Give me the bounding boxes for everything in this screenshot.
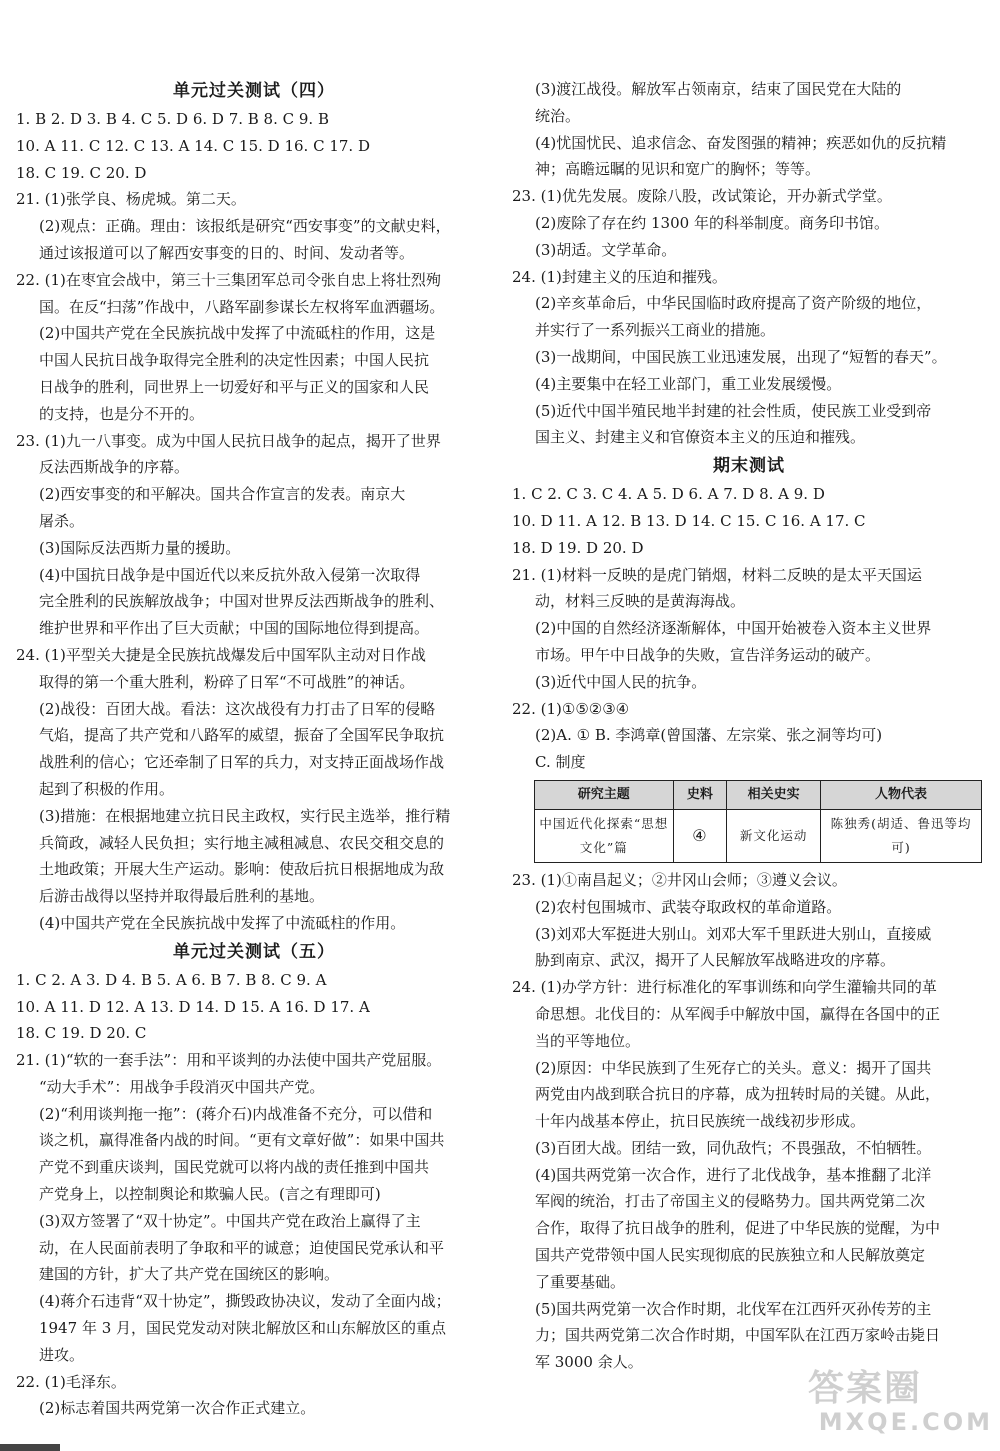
answer-line: 中国人民抗日战争取得完全胜利的决定性因素；中国人民抗: [39, 351, 430, 370]
answer-line: 力；国共两党第二次合作时期，中国军队在江西万家岭击毙日: [535, 1326, 941, 1345]
answer-line: (3)近代中国人民的抗争。: [535, 672, 707, 691]
answer-line: 并实行了一系列振兴工商业的措施。: [535, 321, 776, 340]
research-table: [534, 780, 982, 863]
table-header-source: 史料: [673, 780, 727, 809]
answer-line: 24. (1)平型关大捷是全民族抗战爆发后中国军队主动对日作战: [16, 645, 426, 664]
answer-line: 24. (1)封建主义的压迫和摧残。: [512, 267, 727, 286]
answer-line: 命思想。北伐目的：从军阀手中解放中国，赢得在各国中的正: [535, 1004, 941, 1023]
answer-line: 1947 年 3 月，国民党发动对陕北解放区和山东解放区的重点: [39, 1319, 447, 1338]
answer-line: 土地政策；开展大生产运动。影响：使敌后抗日根据地成为敌: [39, 860, 445, 879]
answer-line: 1. B 2. D 3. B 4. C 5. D 6. D 7. B 8. C 9. B: [16, 110, 329, 128]
answer-line: 22. (1)①⑤②③④: [512, 699, 630, 718]
answer-line: (2)战役：百团大战。看法：这次战役有力打击了日军的侵略: [39, 699, 436, 718]
answer-line: 建国的方针，扩大了共产党在国统区的影响。: [39, 1265, 340, 1284]
answer-line: 21. (1)张学良、杨虎城。第二天。: [16, 190, 246, 209]
answer-line: 21. (1)材料一反映的是虎门销烟，材料二反映的是太平天国运: [512, 565, 922, 584]
answer-line: (3)国际反法西斯力量的援助。: [39, 538, 241, 557]
answer-line: 反法西斯战争的序幕。: [39, 458, 190, 477]
answer-line: (5)近代中国半殖民地半封建的社会性质，使民族工业受到帝: [535, 401, 932, 420]
answer-line: 18. D 19. D 20. D: [512, 538, 644, 557]
answer-line: 胁到南京、武汉，揭开了人民解放军战略进攻的序幕。: [535, 951, 896, 970]
answer-line: 兵简政，减轻人民负担；实行地主减租减息、农民交租交息的: [39, 833, 445, 852]
answer-line: 市场。甲午中日战争的失败，宣告洋务运动的破产。: [535, 645, 881, 664]
answer-line: 起到了积极的作用。: [39, 779, 175, 798]
right-column: [512, 76, 986, 1376]
answer-line: 24. (1)办学方针：进行标准化的军事训练和向学生灌输共同的革: [512, 978, 937, 997]
answer-line: 神；高瞻远瞩的见识和宽广的胸怀；等等。: [535, 160, 821, 179]
answer-line: (2)西安事变的和平解决。国共合作宣言的发表。南京大: [39, 485, 406, 504]
answer-line: (3)胡适。文学革命。: [535, 240, 677, 259]
watermark-logo: [808, 1370, 993, 1442]
research-table-wrapper: [534, 780, 986, 863]
answer-line: 国。在反“扫荡”作战中，八路军副参谋长左权将军血洒疆场。: [39, 297, 445, 316]
answer-line: 谈之机，赢得准备内战的时间。“更有文章好做”：如果中国共: [39, 1131, 445, 1150]
table-cell-person: 陈独秀(胡适、鲁迅等均可): [821, 809, 982, 862]
answer-line: (4)中国抗日战争是中国近代以来反抗外敌入侵第一次取得: [39, 565, 421, 584]
answer-line: 10. A 11. D 12. A 13. D 14. D 15. A 16. D 17. A: [16, 997, 370, 1016]
answer-line: (2)“利用谈判拖一拖”：(蒋介石)内战准备不充分，可以借和: [39, 1104, 433, 1123]
answer-line: 日战争的胜利，同世界上一切爱好和平与正义的国家和人民: [39, 377, 430, 396]
answer-line: (4)中国共产党在全民族抗战中发挥了中流砥柱的作用。: [39, 913, 406, 932]
answer-line: (2)废除了存在约 1300 年的科举制度。商务印书馆。: [535, 213, 889, 232]
answer-line: 1. C 2. C 3. C 4. A 5. D 6. A 7. D 8. A 9. D: [512, 485, 825, 504]
answer-line: (4)忧国忧民、追求信念、奋发图强的精神；疾恶如仇的反抗精: [535, 133, 947, 152]
answer-line: 国共产党带领中国人民实现彻底的民族独立和人民解放奠定: [535, 1246, 926, 1265]
answer-line: C. 制度: [535, 753, 586, 772]
answer-line: (4)主要集中在轻工业部门，重工业发展缓慢。: [535, 374, 842, 393]
table-cell-fact: 新文化运动: [727, 809, 821, 862]
answer-line: (4)蒋介石违背“双十协定”，撕毁政协决议，发动了全面内战；: [39, 1292, 451, 1311]
table-header-fact: 相关史实: [727, 780, 821, 809]
answer-line: 取得的第一个重大胜利，粉碎了日军“不可战胜”的神话。: [39, 672, 415, 691]
answer-line: 完全胜利的民族解放战争；中国对世界反法西斯战争的胜利、: [39, 592, 445, 611]
answer-line: 的支持，也是分不开的。: [39, 404, 205, 423]
section-title-final: 期末测试: [713, 456, 785, 477]
answer-line: (5)国共两党第一次合作时期，北伐军在江西歼灭孙传芳的主: [535, 1299, 932, 1318]
answer-line: 23. (1)①南昌起义；②井冈山会师；③遵义会议。: [512, 870, 847, 889]
unit5-answers: [16, 967, 492, 1423]
watermark-bottom-text: MXQE.COM: [818, 1408, 993, 1436]
table-header-topic: 研究主题: [535, 780, 674, 809]
answer-line: 1. C 2. A 3. D 4. B 5. A 6. B 7. B 8. C 9. A: [16, 970, 327, 989]
answer-line: 18. C 19. D 20. C: [16, 1024, 147, 1043]
answer-line: 进攻。: [39, 1345, 85, 1364]
answer-line: 通过该报道可以了解西安事变的日的、时间、发动者等。: [39, 243, 415, 262]
page-edge-mark: [0, 1444, 60, 1451]
table-cell-source: ④: [673, 809, 727, 862]
table-row: [535, 809, 982, 862]
left-column: [16, 76, 492, 1422]
answer-line: (4)国共两党第一次合作，进行了北伐战争，基本推翻了北洋: [535, 1165, 932, 1184]
final-answers-continued: [512, 867, 986, 1376]
answer-line: (3)刘邓大军挺进大别山。刘邓大军千里跃进大别山，直接威: [535, 924, 932, 943]
watermark-top-text: 答案圈: [808, 1368, 923, 1409]
unit4-answers: [16, 106, 492, 937]
answer-line: 10. A 11. C 12. C 13. A 14. C 15. D 16. C 17. D: [16, 136, 370, 155]
answer-line: (3)渡江战役。解放军占领南京，结束了国民党在大陆的: [535, 80, 902, 98]
answer-line: 动，在人民面前表明了争取和平的诚意；迫使国民党承认和平: [39, 1238, 445, 1257]
answer-line: 10. D 11. A 12. B 13. D 14. C 15. C 16. A 17. C: [512, 511, 866, 530]
continued-answers: [512, 76, 986, 451]
answer-line: (3)措施：在根据地建立抗日民主政权，实行民主选举，推行精: [39, 806, 451, 825]
answer-line: 22. (1)在枣宜会战中，第三十三集团军总司令张自忠上将壮烈殉: [16, 270, 441, 289]
answer-line: (2)原因：中华民族到了生死存亡的关头。意义：揭开了国共: [535, 1058, 932, 1077]
table-cell-topic: 中国近代化探索“思想文化”篇: [535, 809, 674, 862]
answer-line: 维护世界和平作出了巨大贡献；中国的国际地位得到提高。: [39, 619, 430, 638]
answer-line: 产党身上，以控制舆论和欺骗人民。(言之有理即可): [39, 1185, 381, 1204]
answer-line: 统治。: [535, 106, 581, 125]
answer-line: 国主义、封建主义和官僚资本主义的压迫和摧残。: [535, 428, 866, 447]
answer-line: (2)中国共产党在全民族抗战中发挥了中流砥柱的作用，这是: [39, 324, 436, 343]
answer-line: 21. (1)“软的一套手法”：用和平谈判的办法使中国共产党屈服。: [16, 1051, 442, 1070]
answer-line: 动，材料三反映的是黄海海战。: [535, 592, 746, 611]
answer-line: 后游击战得以坚持并取得最后胜利的基地。: [39, 887, 325, 906]
answer-line: 18. C 19. C 20. D: [16, 163, 147, 182]
answer-line: (3)双方签署了“双十协定”。中国共产党在政治上赢得了主: [39, 1211, 421, 1230]
answer-line: (3)一战期间，中国民族工业迅速发展，出现了“短暂的春天”。: [535, 347, 947, 366]
answer-line: (2)农村包围城市、武装夺取政权的革命道路。: [535, 897, 842, 916]
answer-line: (2)观点：正确。理由：该报纸是研究“西安事变”的文献史料，: [39, 217, 451, 236]
answer-line: 战胜利的信心；它还牵制了日军的兵力，对支持正面战场作战: [39, 753, 445, 772]
final-answers: [512, 481, 986, 776]
answer-line: 两党由内战到联合抗日的序幕，成为扭转时局的关键。从此，: [535, 1085, 941, 1104]
answer-line: (3)百团大战。团结一致，同仇敌忾；不畏强敌，不怕牺牲。: [535, 1138, 932, 1157]
section-title-unit4: 单元过关测试（四）: [173, 81, 335, 101]
answer-line: (2)中国的自然经济逐渐解体，中国开始被卷入资本主义世界: [535, 619, 932, 638]
section-title-unit5: 单元过关测试（五）: [173, 941, 335, 962]
answer-line: 十年内战基本停止，抗日民族统一战线初步形成。: [535, 1112, 866, 1131]
answer-line: 22. (1)毛泽东。: [16, 1372, 126, 1391]
answer-line: 当的平等地位。: [535, 1031, 641, 1050]
answer-line: “动大手术”：用战争手段消灭中国共产党。: [39, 1077, 325, 1096]
answer-line: 军 3000 余人。: [535, 1353, 643, 1372]
answer-line: 屠杀。: [39, 511, 85, 530]
answer-line: 23. (1)九一八事变。成为中国人民抗日战争的起点，揭开了世界: [16, 431, 441, 450]
answer-line: (2)辛亥革命后，中华民国临时政府提高了资产阶级的地位，: [535, 294, 932, 313]
answer-line: 合作，取得了抗日战争的胜利，促进了中华民族的觉醒，为中: [535, 1219, 941, 1238]
answer-line: (2)A. ① B. 李鸿章(曾国藩、左宗棠、张之洞等均可): [535, 726, 883, 745]
answer-line: 了重要基础。: [535, 1272, 626, 1291]
answer-line: 23. (1)优先发展。废除八股，改试策论，开办新式学堂。: [512, 187, 892, 206]
answer-line: 军阀的统治，打击了帝国主义的侵略势力。国共两党第二次: [535, 1192, 926, 1211]
answer-line: 气焰，提高了共产党和八路军的威望，振奋了全国军民争取抗: [39, 726, 445, 745]
answer-line: 产党不到重庆谈判，国民党就可以将内战的责任推到中国共: [39, 1158, 430, 1177]
table-header-person: 人物代表: [821, 780, 982, 809]
answer-line: (2)标志着国共两党第一次合作正式建立。: [39, 1399, 316, 1418]
